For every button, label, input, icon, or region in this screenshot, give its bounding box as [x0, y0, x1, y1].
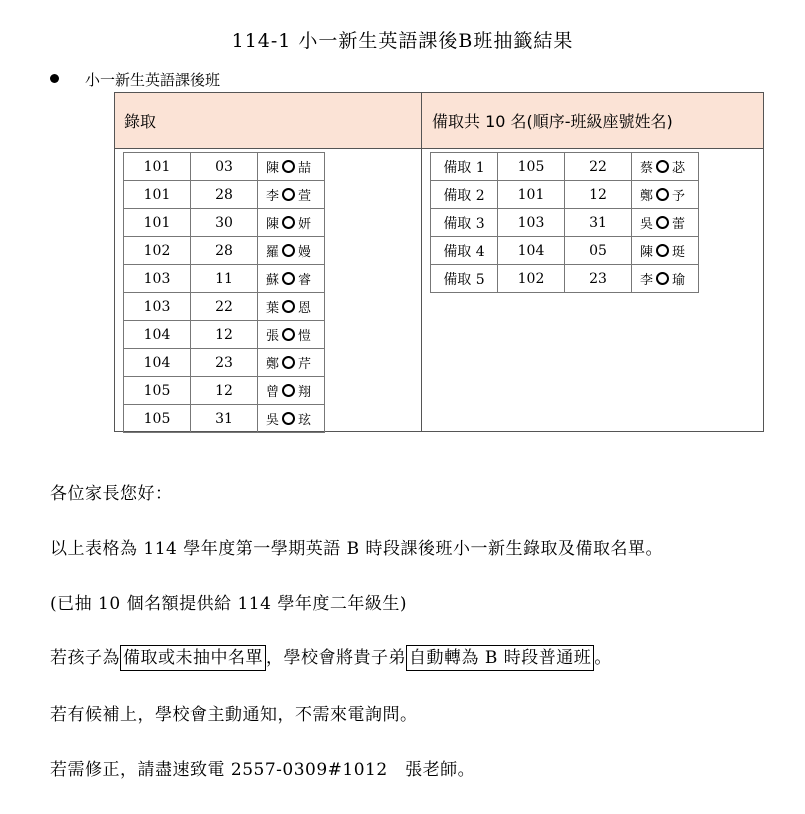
name-cell — [632, 265, 699, 293]
given-name: 愷 — [298, 329, 312, 344]
seat-cell: 28 — [191, 181, 258, 209]
class-cell: 101 — [124, 181, 191, 209]
given-name: 芹 — [298, 357, 312, 372]
notice-line-1: 以上表格為 114 學年度第一學期英語 B 時段課後班小一新生錄取及備取名單。 — [50, 539, 664, 559]
surname: 蔡 — [640, 161, 654, 176]
given-name: 玹 — [298, 413, 312, 428]
circle-mask-icon — [282, 188, 295, 201]
seat-cell: 05 — [565, 237, 632, 265]
waitlist-header: 備取共 10 名(順序-班級座號姓名) — [422, 93, 763, 149]
circle-mask-icon — [656, 244, 669, 257]
class-cell: 103 — [498, 209, 565, 237]
surname: 陳 — [266, 161, 280, 176]
name-cell — [632, 181, 699, 209]
class-cell: 103 — [124, 293, 191, 321]
name-cell — [258, 293, 325, 321]
circle-mask-icon — [282, 244, 295, 257]
seat-cell: 23 — [191, 349, 258, 377]
name-cell — [258, 181, 325, 209]
given-name: 睿 — [298, 273, 312, 288]
surname: 張 — [266, 329, 280, 344]
name-cell — [258, 209, 325, 237]
surname: 陳 — [266, 217, 280, 232]
seat-cell: 28 — [191, 237, 258, 265]
name-cell — [258, 153, 325, 181]
name-cell — [258, 321, 325, 349]
seat-cell: 22 — [565, 153, 632, 181]
table-row — [431, 181, 699, 209]
greeting: 各位家長您好： — [50, 484, 173, 504]
surname: 吳 — [266, 413, 280, 428]
table-row — [124, 181, 325, 209]
circle-mask-icon — [282, 328, 295, 341]
results-table — [114, 92, 764, 432]
class-cell: 101 — [124, 153, 191, 181]
notice-line-3-mid: ，學校會將貴子弟 — [266, 648, 406, 668]
highlight-waitlist: 備取或未抽中名單 — [120, 645, 266, 671]
given-name: 翔 — [298, 385, 312, 400]
table-row — [124, 349, 325, 377]
table-row — [124, 237, 325, 265]
order-cell: 備取 5 — [431, 265, 498, 293]
class-cell: 104 — [498, 237, 565, 265]
table-row — [431, 237, 699, 265]
column-divider — [421, 149, 422, 431]
name-cell — [258, 377, 325, 405]
table-row — [431, 153, 699, 181]
notice-line-3-post: 。 — [594, 648, 612, 668]
table-row — [431, 209, 699, 237]
table-row — [124, 405, 325, 433]
given-name: 蕾 — [672, 217, 686, 232]
waitlist-list — [430, 152, 699, 293]
table-row — [124, 321, 325, 349]
circle-mask-icon — [656, 272, 669, 285]
circle-mask-icon — [282, 216, 295, 229]
given-name: 嫚 — [298, 245, 312, 260]
section-heading-text: 小一新生英語課後班 — [85, 71, 221, 89]
name-cell — [632, 153, 699, 181]
given-name: 苾 — [672, 161, 686, 176]
circle-mask-icon — [282, 384, 295, 397]
circle-mask-icon — [282, 412, 295, 425]
notice-line-5: 若需修正，請盡速致電 2557-0309#1012 張老師。 — [50, 760, 476, 780]
class-cell: 104 — [124, 321, 191, 349]
notice-line-3 — [50, 643, 612, 668]
given-name: 瑜 — [672, 273, 686, 288]
name-cell — [632, 209, 699, 237]
table-row — [124, 209, 325, 237]
given-name: 妍 — [298, 217, 312, 232]
circle-mask-icon — [282, 356, 295, 369]
surname: 葉 — [266, 301, 280, 316]
surname: 李 — [640, 273, 654, 288]
class-cell: 105 — [498, 153, 565, 181]
notice-line-2: (已抽 10 個名額提供給 114 學年度二年級生) — [50, 594, 407, 614]
circle-mask-icon — [282, 300, 295, 313]
name-cell — [258, 237, 325, 265]
seat-cell: 22 — [191, 293, 258, 321]
seat-cell: 31 — [565, 209, 632, 237]
seat-cell: 31 — [191, 405, 258, 433]
seat-cell: 12 — [565, 181, 632, 209]
name-cell — [258, 349, 325, 377]
given-name: 萱 — [298, 189, 312, 204]
table-row — [431, 265, 699, 293]
circle-mask-icon — [282, 272, 295, 285]
surname: 李 — [266, 189, 280, 204]
class-cell: 103 — [124, 265, 191, 293]
order-cell: 備取 1 — [431, 153, 498, 181]
surname: 吳 — [640, 217, 654, 232]
order-cell: 備取 4 — [431, 237, 498, 265]
section-heading — [50, 69, 220, 90]
seat-cell: 23 — [565, 265, 632, 293]
given-name: 予 — [672, 189, 686, 204]
given-name: 恩 — [298, 301, 312, 316]
order-cell: 備取 2 — [431, 181, 498, 209]
given-name: 珽 — [672, 245, 686, 260]
page-title: 114-1 小一新生英語課後B班抽籤結果 — [231, 30, 574, 52]
table-row — [124, 265, 325, 293]
surname: 鄭 — [640, 189, 654, 204]
seat-cell: 12 — [191, 321, 258, 349]
name-cell — [258, 405, 325, 433]
notice-line-3-pre: 若孩子為 — [50, 648, 120, 668]
surname: 鄭 — [266, 357, 280, 372]
name-cell — [258, 265, 325, 293]
circle-mask-icon — [656, 160, 669, 173]
class-cell: 101 — [124, 209, 191, 237]
surname: 蘇 — [266, 273, 280, 288]
class-cell: 101 — [498, 181, 565, 209]
class-cell: 102 — [498, 265, 565, 293]
table-row — [124, 293, 325, 321]
bullet-icon — [50, 74, 59, 83]
surname: 曾 — [266, 385, 280, 400]
seat-cell: 11 — [191, 265, 258, 293]
admitted-header: 錄取 — [115, 93, 422, 149]
circle-mask-icon — [656, 216, 669, 229]
surname: 陳 — [640, 245, 654, 260]
seat-cell: 12 — [191, 377, 258, 405]
highlight-auto-transfer: 自動轉為 B 時段普通班 — [406, 645, 594, 671]
class-cell: 105 — [124, 377, 191, 405]
notice-line-4: 若有候補上，學校會主動通知，不需來電詢問。 — [50, 705, 418, 725]
circle-mask-icon — [656, 188, 669, 201]
class-cell: 102 — [124, 237, 191, 265]
circle-mask-icon — [282, 160, 295, 173]
table-row — [124, 153, 325, 181]
class-cell: 104 — [124, 349, 191, 377]
seat-cell: 30 — [191, 209, 258, 237]
table-row — [124, 377, 325, 405]
name-cell — [632, 237, 699, 265]
admitted-list — [123, 152, 325, 433]
surname: 羅 — [266, 245, 280, 260]
given-name: 喆 — [298, 161, 312, 176]
class-cell: 105 — [124, 405, 191, 433]
order-cell: 備取 3 — [431, 209, 498, 237]
seat-cell: 03 — [191, 153, 258, 181]
